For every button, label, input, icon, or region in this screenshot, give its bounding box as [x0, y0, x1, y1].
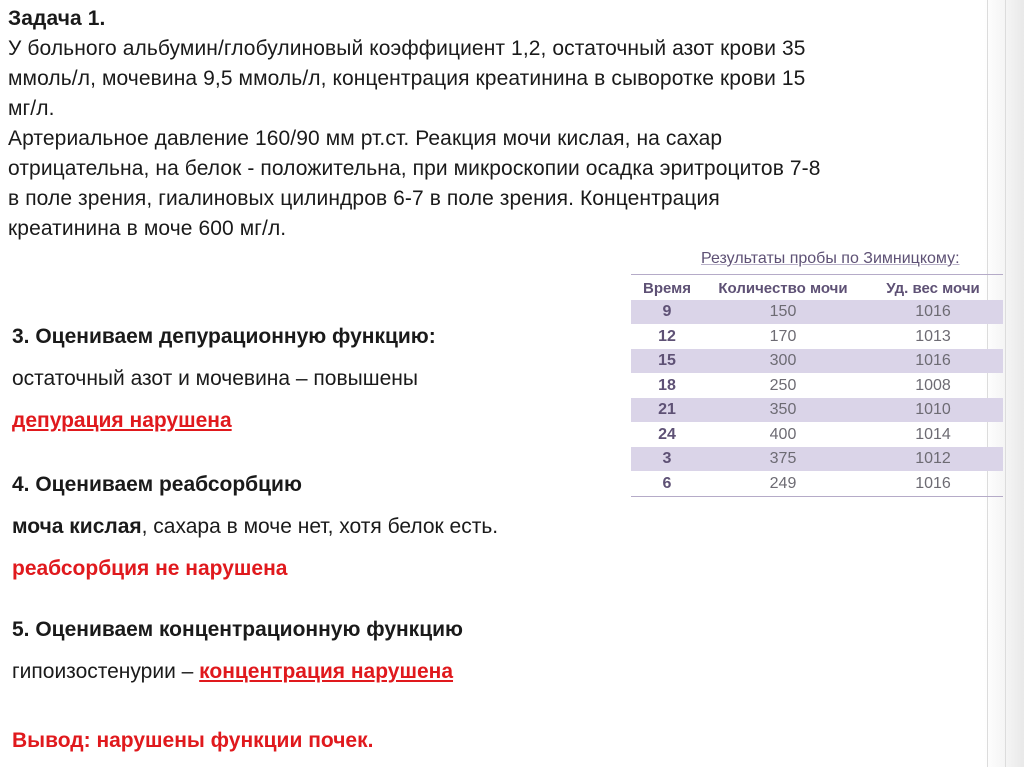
section-conclusion: реабсорбция не нарушена	[12, 557, 288, 580]
table-row	[631, 374, 1003, 398]
cell-volume: 249	[769, 474, 797, 492]
section-text-plain: гипоизостенурии –	[12, 660, 200, 683]
task-title: Задача 1.	[8, 7, 106, 30]
cell-gravity: 1010	[915, 401, 951, 418]
task-line: ммоль/л, мочевина 9,5 ммоль/л, концентрация креатинина в сыворотке крови 15	[8, 67, 806, 90]
cell-time: 6	[662, 474, 672, 492]
task-line: Артериальное давление 160/90 мм рт.ст. Реакция мочи кислая, на сахар	[8, 127, 723, 150]
table-top-rule	[631, 274, 1003, 275]
cell-volume: 170	[769, 327, 797, 345]
header-volume: Количество мочи	[718, 279, 848, 297]
cell-time: 21	[658, 401, 676, 418]
cell-gravity: 1014	[915, 425, 951, 443]
cell-time: 12	[658, 327, 676, 345]
cell-volume: 300	[769, 352, 797, 369]
cell-time: 24	[658, 425, 676, 443]
section-text: остаточный азот и мочевина – повышены	[12, 367, 418, 390]
section-text-rest: , сахара в моче нет, хотя белок есть.	[141, 515, 499, 538]
section-text	[12, 657, 463, 687]
section-reabsorption	[12, 470, 498, 584]
section-conclusion: депурация нарушена	[12, 409, 232, 432]
cell-volume: 150	[769, 303, 797, 320]
cell-gravity: 1016	[915, 303, 951, 320]
table-row	[631, 398, 1003, 422]
cell-volume: 350	[769, 401, 797, 418]
task-line: в поле зрения, гиалиновых цилиндров 6-7 в поле зрения. Концентрация	[8, 187, 720, 210]
cell-time: 9	[662, 303, 672, 320]
table-row	[631, 447, 1003, 471]
section-conclusion: концентрация нарушена	[199, 660, 454, 683]
task-block	[8, 4, 1008, 244]
cell-gravity: 1008	[915, 376, 951, 394]
table-caption: Результаты пробы по Зимницкому:	[701, 250, 960, 267]
zimnitsky-table	[631, 250, 1003, 498]
cell-gravity: 1013	[915, 327, 951, 345]
task-line: креатинина в моче 600 мг/л.	[8, 217, 287, 240]
section-depuration	[12, 322, 436, 436]
header-gravity: Уд. вес мочи	[886, 279, 980, 297]
task-line: У больного альбумин/глобулиновый коэффициент 1,2, остаточный азот крови 35	[8, 37, 806, 60]
task-line: отрицательна, на белок - положительна, при микроскопии осадка эритроцитов 7-8	[8, 157, 821, 180]
table-bottom-rule	[631, 496, 1003, 497]
cell-gravity: 1016	[915, 352, 951, 369]
section-text	[12, 512, 498, 542]
section-concentration	[12, 615, 463, 687]
task-line: мг/л.	[8, 97, 55, 120]
section-heading: 5. Оцениваем концентрационную функцию	[12, 618, 463, 641]
section-text-bold: моча кислая	[12, 515, 142, 538]
table-header-row	[631, 276, 1003, 300]
final-conclusion: Вывод: нарушены функции почек.	[12, 729, 374, 752]
table-row	[631, 423, 1003, 447]
header-time: Время	[643, 279, 691, 297]
table-row	[631, 472, 1003, 496]
cell-time: 15	[658, 352, 676, 369]
table-row	[631, 325, 1003, 349]
cell-volume: 250	[769, 376, 797, 394]
cell-time: 18	[658, 376, 676, 394]
table-row	[631, 300, 1003, 324]
cell-volume: 375	[769, 450, 797, 467]
cell-gravity: 1016	[915, 474, 951, 492]
cell-gravity: 1012	[915, 450, 951, 467]
cell-volume: 400	[769, 425, 797, 443]
table-row	[631, 349, 1003, 373]
section-heading: 3. Оцениваем депурационную функцию:	[12, 325, 436, 348]
cell-time: 3	[662, 450, 672, 467]
section-heading: 4. Оцениваем реабсорбцию	[12, 473, 302, 496]
